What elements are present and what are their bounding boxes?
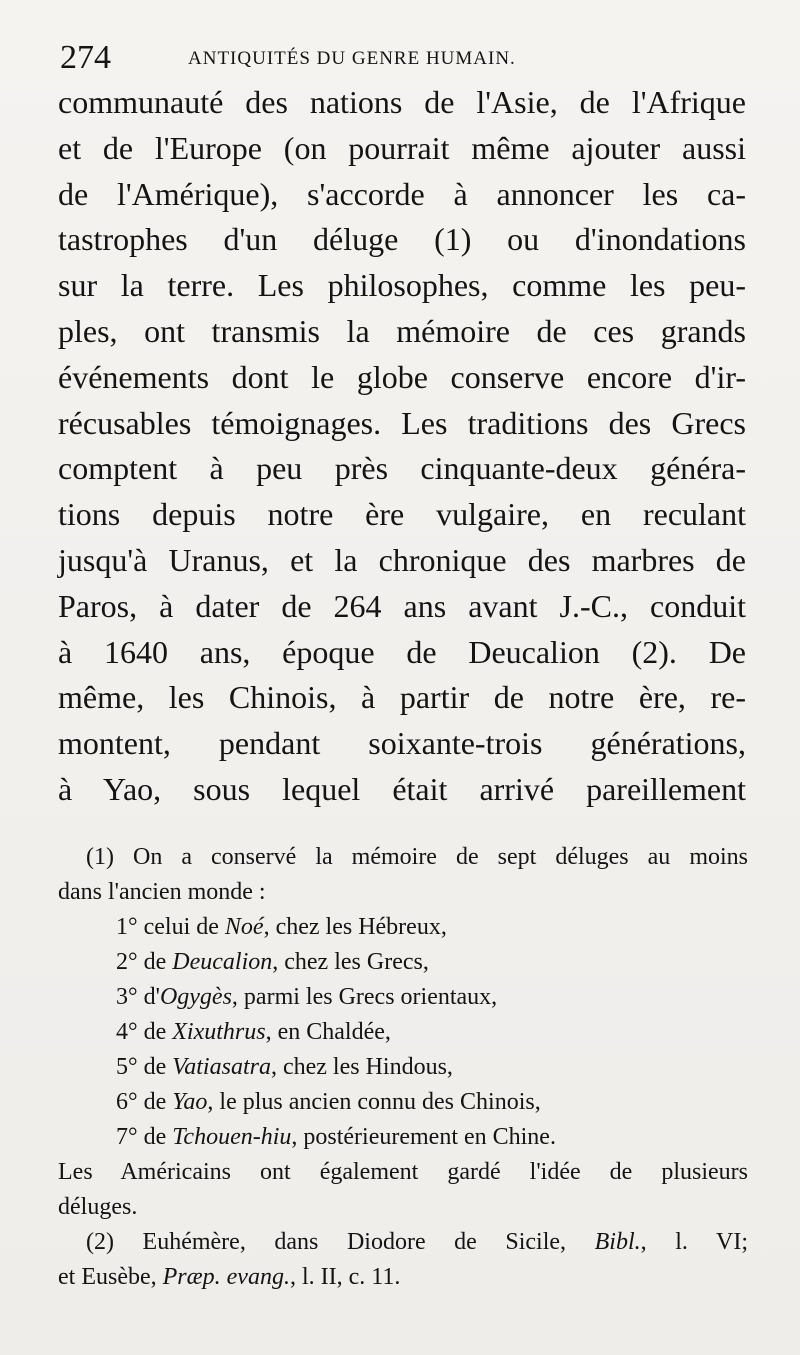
deluge-item-pre: de — [143, 949, 173, 975]
deluge-item-name: Noé — [224, 914, 264, 940]
deluge-item-post: , en Chaldée, — [265, 1019, 391, 1045]
body-line: Paros, à dater de 264 ans avant J.-C., conduit — [58, 587, 746, 624]
deluge-list — [116, 910, 748, 1155]
deluge-item-name: Ogygès — [159, 984, 232, 1010]
deluge-item-pre: de — [143, 1019, 173, 1045]
deluge-list-item — [116, 945, 748, 980]
footnote-2-mid: , l. VI; — [640, 1229, 748, 1255]
deluge-item-number: 2° — [116, 949, 138, 975]
deluge-item-number: 1° — [116, 914, 138, 940]
body-line: montent, pendant soixante-trois générations, — [58, 725, 746, 762]
body-text — [58, 80, 746, 813]
body-line: jusqu'à Uranus, et la chronique des marbres de — [58, 541, 746, 578]
body-line: récusables témoignages. Les traditions des Grecs — [58, 404, 746, 441]
footnote-2-bibl: Bibl. — [594, 1229, 641, 1255]
deluge-item-pre: d' — [143, 984, 160, 1010]
deluge-item-pre: celui de — [143, 914, 225, 940]
footnote-2 — [58, 1225, 748, 1260]
deluge-item-number: 4° — [116, 1019, 138, 1045]
page-number: 274 — [60, 39, 111, 76]
footnote-2-praep: Præp. evang. — [162, 1264, 290, 1290]
body-line: même, les Chinois, à partir de notre ère, re- — [58, 679, 746, 716]
deluge-item-name: Tchouen-hiu — [172, 1124, 292, 1150]
footnote-2-line2-pre: et Eusèbe, — [58, 1264, 163, 1290]
deluge-item-name: Yao — [172, 1089, 208, 1115]
body-line: communauté des nations de l'Asie, de l'Afrique — [58, 84, 746, 120]
footnote-1-intro-cont: dans l'ancien monde : — [58, 879, 266, 905]
body-line: à 1640 ans, époque de Deucalion (2). De — [58, 633, 746, 670]
deluge-item-number: 5° — [116, 1054, 138, 1080]
footnote-2-pre: (2) Euhémère, dans Diodore de Sicile, — [86, 1229, 595, 1255]
body-line: à Yao, sous lequel était arrivé pareillement — [58, 770, 746, 807]
body-line: ples, ont transmis la mémoire de ces grands — [58, 312, 746, 349]
deluge-item-pre: de — [143, 1054, 173, 1080]
body-line: tastrophes d'un déluge (1) ou d'inondations — [58, 221, 746, 258]
page-header — [60, 36, 760, 80]
footnote-1-closing: Les Américains ont également gardé l'idée de plusieurs — [58, 1159, 748, 1185]
body-line: comptent à peu près cinquante-deux généra- — [58, 450, 746, 487]
running-title: ANTIQUITÉS DU GENRE HUMAIN. — [188, 48, 516, 69]
deluge-list-item — [116, 1050, 748, 1085]
deluge-item-post: , parmi les Grecs orientaux, — [231, 984, 498, 1010]
footnote-2-line2-post: , l. II, c. 11. — [289, 1264, 401, 1290]
deluge-item-post: , chez les Hébreux, — [263, 914, 447, 940]
footnotes — [58, 840, 748, 1295]
deluge-item-number: 7° — [116, 1124, 138, 1150]
deluge-item-name: Xixuthrus — [172, 1019, 266, 1045]
deluge-item-post: , postérieurement en Chine. — [291, 1124, 556, 1150]
deluge-item-number: 3° — [116, 984, 138, 1010]
body-line: de l'Amérique), s'accorde à annoncer les ca- — [58, 175, 746, 212]
deluge-item-name: Vatiasatra — [172, 1054, 271, 1080]
deluge-list-item — [116, 1085, 748, 1120]
deluge-list-item — [116, 980, 748, 1015]
body-line: et de l'Europe (on pourrait même ajouter aussi — [58, 129, 746, 166]
deluge-item-number: 6° — [116, 1089, 138, 1115]
deluge-item-pre: de — [143, 1124, 173, 1150]
footnote-1-intro: (1) On a conservé la mémoire de sept déluges au moins — [86, 844, 748, 870]
deluge-item-post: , chez les Grecs, — [272, 949, 429, 975]
deluge-list-item — [116, 910, 748, 945]
footnote-1-closing-cont: déluges. — [58, 1194, 138, 1220]
body-line: événements dont le globe conserve encore d'ir- — [58, 358, 746, 395]
deluge-item-name: Deucalion — [172, 949, 273, 975]
deluge-item-pre: de — [143, 1089, 173, 1115]
body-line: tions depuis notre ère vulgaire, en reculant — [58, 496, 746, 533]
deluge-list-item — [116, 1120, 748, 1155]
footnote-2-cont — [58, 1260, 748, 1295]
deluge-item-post: , le plus ancien connu des Chinois, — [207, 1089, 541, 1115]
deluge-item-post: , chez les Hindous, — [270, 1054, 453, 1080]
deluge-list-item — [116, 1015, 748, 1050]
body-line: sur la terre. Les philosophes, comme les peu- — [58, 267, 746, 304]
